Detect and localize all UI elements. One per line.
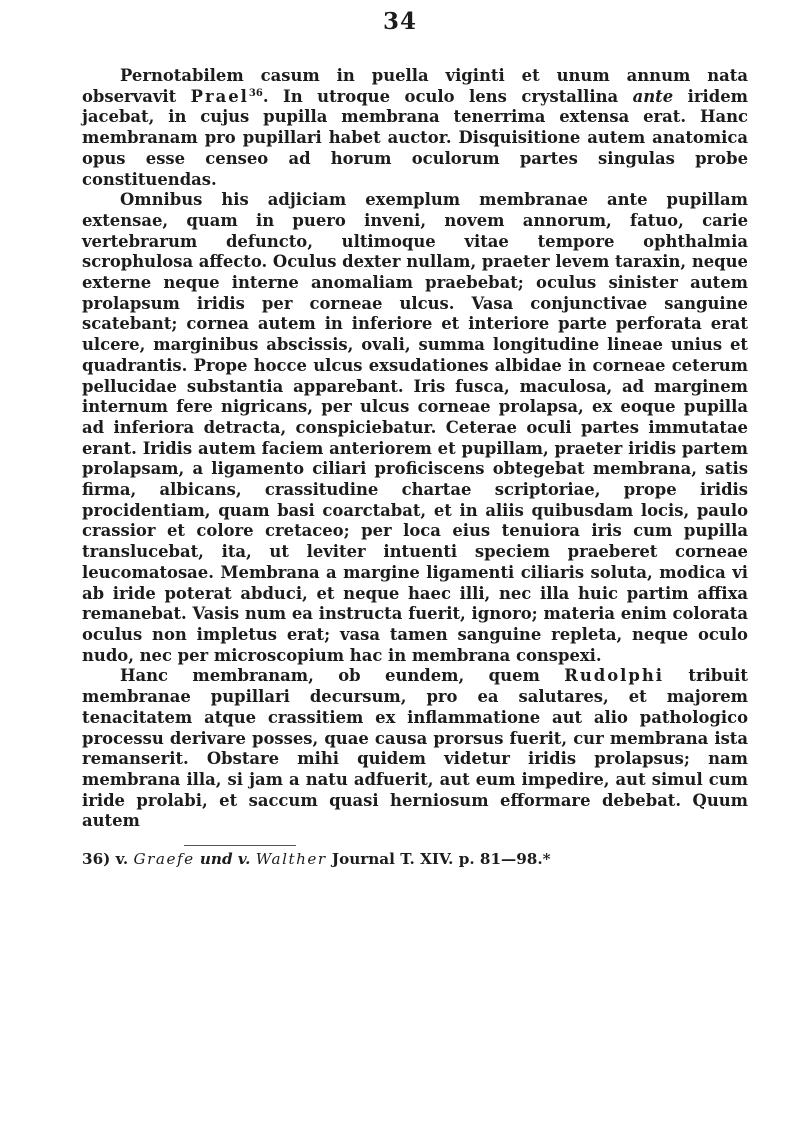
author-name-rudolphi: Rudolphi [564,666,664,686]
italic-ante: ante [632,86,674,106]
paragraph-2: Omnibus his adjiciam exemplum membranae ante pupillam extensae, quam in puero inveni, novem annorum, fatuo, carie vertebrarum defuncto, ultimoque vitae tempore ophthalmia scrophulosa affecto. Oculus dexter nullam, praeter levem taraxin, neque externe neque interne anomaliam praebebat; oculus sinister autem prolapsum iridis per corneae ulcus. Vasa conjunctivae sanguine scatebant; cornea autem in inferiore et interiore parte perforata erat ulcere, marginibus abscissis, ovali, summa longitudine lineae unius et quadrantis. Prope hocce ulcus exsudationes albidae in corneae ceterum pellucidae substantia apparebant. Iris fusca, maculosa, ad marginem internum fere nigricans, per ulcus corneae prolapsa, ex eoque pupilla ad inferiora detracta, conspiciebatur. Ceterae oculi partes immutatae erant. Iridis autem faciem anteriorem et pupillam, praeter iridis partem prolapsam, a ligamento ciliari proficiscens obtegebat membrana, satis firma, albicans, crassitudine chartae scriptoriae, prope iridis procidentiam, quam basi coarctabat, et in aliis quibusdam locis, paulo crassior et colore cretaceo; per loca eius tenuiora iris cum pupilla translucebat, ita, ut leviter intuenti speciem praeberet corneae leucomatosae. Membrana a margine ligamenti ciliaris soluta, modica vi ab iride poterat abduci, et neque haec illi, nec illa huic partim affixa remanebat. Vasis num ea instructa fuerit, ignoro; materia enim colorata oculus non impletus erat; vasa tamen sanguine repleta, neque oculo nudo, nec per microscopium hac in membrana conspexi. [82,190,748,665]
footnote-prefix: v. [115,850,129,868]
footnote-mark: * [542,850,551,868]
p1-text-b: . In utroque oculo lens crystallina [262,86,633,106]
footnote-und: und [199,850,233,868]
footnote-author-graefe: Graefe [133,850,195,868]
footnote [82,850,748,868]
p1-text-c: iridem jacebat, in cujus pupilla membrana tenerrima extensa erat. Hanc membranam pro pupillari habet auctor. Disquisitione autem anatomica opus esse censeo ad horum oculorum partes singulas probe constituendas. [82,86,749,189]
author-name-prael: Prael [190,86,249,106]
footnote-number: 36) [82,850,111,868]
p1-text-a: Pernotabilem casum in puella viginti et unum annum nata observavit [82,66,748,106]
paragraph-1 [82,66,748,190]
paragraph-3 [82,666,748,832]
footnote-ref-36: 36 [248,87,263,99]
main-text [82,66,748,832]
p3-text-b: tribuit membranae pupillari decursum, pro ea salutares, et majorem tenacitatem atque crassitiem ex inflammatione aut alio pathologico processu derivare posses, quae causa prorsus fuerit, cur membrana ista remanserit. Obstare mihi quidem videtur iridis prolapsus; nam membrana illa, si jam a natu adfuerit, aut eum impedire, aut simul cum iride prolabi, et saccum quasi herniosum efformare debebat. Quum autem [82,666,748,831]
footnote-divider [184,845,296,846]
footnote-v2: v. [237,850,251,868]
page-number: 34 [382,8,417,35]
footnote-journal: Journal T. XIV. p. 81—98. [331,850,543,868]
footnote-author-walther: Walther [255,850,327,868]
p3-text-a: Hanc membranam, ob eundem, quem [120,666,565,686]
